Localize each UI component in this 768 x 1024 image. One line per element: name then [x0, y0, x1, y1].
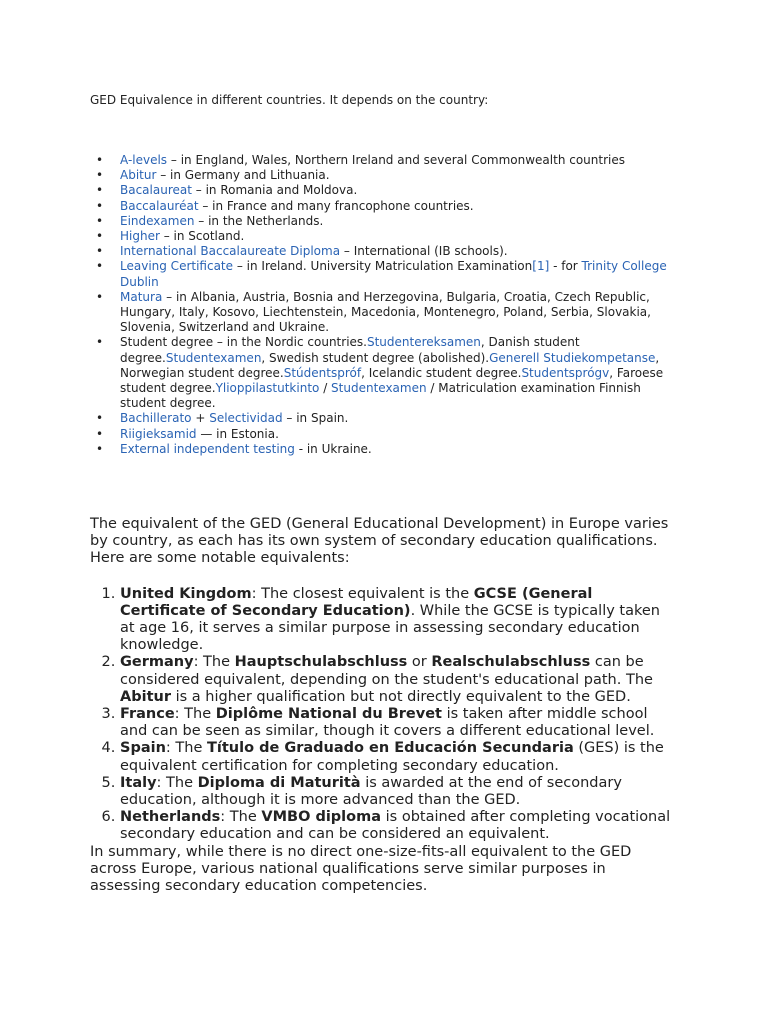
- equivalents-numbered-list: [90, 586, 675, 844]
- link-studentsprogv[interactable]: Studentsprógv: [521, 365, 610, 380]
- link-riigieksamid[interactable]: Riigieksamid: [120, 426, 197, 441]
- country-name: Netherlands: [120, 809, 221, 826]
- link-abitur[interactable]: Abitur: [120, 168, 157, 183]
- list-item-text: , Faroese student degree.: [120, 365, 664, 396]
- list-item-text: – in Germany and Lithuania.: [156, 168, 330, 183]
- qualification-name: Diplôme National du Brevet: [215, 706, 442, 723]
- country-name: Italy: [120, 774, 157, 791]
- country-equivalence-list: [90, 153, 690, 457]
- list-item: [120, 244, 690, 259]
- qualification-name: Realschulabschluss: [431, 654, 591, 671]
- list-item-text: /: [319, 381, 332, 396]
- list-item: [120, 290, 690, 336]
- link-higher[interactable]: Higher: [120, 229, 160, 244]
- section-intro-paragraph: The equivalent of the GED (General Educational Development) in Europe varies by country, as each has its own system of secondary education qualifications. Here are some notable equivalents:: [90, 516, 669, 567]
- list-item-text: : The: [193, 654, 235, 671]
- list-item: [120, 706, 675, 740]
- list-item-text: , Icelandic student degree.: [361, 365, 522, 380]
- link-external-independent-testing[interactable]: External independent testing: [120, 441, 295, 456]
- list-item: [120, 214, 690, 229]
- list-item-text: is taken after middle school and can be seen as similar, though it covers a different educational level.: [120, 706, 655, 740]
- link-ib-diploma[interactable]: International Baccalaureate Diploma: [120, 244, 341, 259]
- list-item-text: : The: [174, 706, 216, 723]
- list-item: [120, 259, 690, 289]
- list-item-text: - in Ukraine.: [294, 441, 372, 456]
- list-item-text: . While the GCSE is typically taken at age 16, it serves a similar purpose in assessing secondary education knowledge.: [120, 602, 660, 654]
- list-item-text: – in Ireland. University Matriculation Examination: [233, 259, 533, 274]
- list-item-text: : The: [220, 809, 262, 826]
- link-studentexamen[interactable]: Studentexamen: [165, 350, 262, 365]
- list-item-text: – in England, Wales, Northern Ireland and several Commonwealth countries: [167, 153, 626, 167]
- list-item-text: – in Romania and Moldova.: [191, 183, 358, 198]
- list-item: [120, 775, 675, 809]
- link-ylioppilastutkinto[interactable]: Ylioppilastutkinto: [215, 381, 320, 396]
- link-studentereksamen[interactable]: Studentereksamen: [366, 335, 481, 350]
- conclusion-paragraph: In summary, while there is no direct one-size-fits-all equivalent to the GED across Europe, various national qualifications serve similar purposes in assessing secondary education competencies.: [90, 843, 632, 895]
- link-studentexamen-finland[interactable]: Studentexamen: [331, 381, 427, 396]
- list-item-text: / Matriculation examination Finnish student degree.: [120, 381, 641, 411]
- qualification-name: Hauptschulabschluss: [234, 654, 408, 671]
- qualification-name: VMBO diploma: [261, 809, 382, 826]
- country-name: Germany: [120, 654, 194, 671]
- link-baccalaureat[interactable]: Baccalauréat: [120, 198, 199, 213]
- list-item: [120, 809, 675, 843]
- qualification-name: Abitur: [120, 688, 171, 705]
- list-item-text: , Danish student degree.: [120, 335, 580, 365]
- list-item-text: – in Spain.: [282, 411, 349, 426]
- list-item: [120, 654, 675, 706]
- qualification-name: Diploma di Maturità: [197, 774, 361, 791]
- list-item-text: is awarded at the end of secondary education, although it is more advanced than the GED.: [120, 774, 622, 809]
- link-eindexamen[interactable]: Eindexamen: [120, 213, 195, 228]
- list-item-text: , Norwegian student degree.: [120, 350, 660, 380]
- link-studentsprof[interactable]: Stúdentspróf: [283, 365, 362, 380]
- link-trinity-college-dublin[interactable]: Trinity College Dublin: [120, 259, 667, 289]
- list-item-text: – in Scotland.: [159, 229, 245, 244]
- list-item-text: (GES) is the equivalent certification for completing secondary education.: [120, 740, 664, 774]
- list-item: [120, 740, 675, 774]
- country-name: United Kingdom: [120, 585, 252, 602]
- list-item: [120, 153, 690, 168]
- list-item: [120, 168, 690, 183]
- link-a-levels[interactable]: A-levels: [120, 153, 168, 167]
- qualification-name: GCSE (General Certificate of Secondary Education): [120, 585, 593, 619]
- list-item-text: – in France and many francophone countries.: [198, 198, 474, 213]
- list-item: [120, 427, 690, 442]
- list-item-text: , Swedish student degree (abolished).: [261, 350, 490, 365]
- link-matura[interactable]: Matura: [120, 289, 163, 304]
- list-item-text: : The closest equivalent is the: [251, 585, 474, 602]
- list-item-text: — in Estonia.: [196, 426, 279, 441]
- list-item: [120, 586, 675, 655]
- list-item-text: can be considered equivalent, depending on the student's educational path. The: [120, 654, 653, 688]
- list-item-text: – International (IB schools).: [340, 244, 508, 259]
- list-item: [120, 335, 690, 411]
- link-bachillerato[interactable]: Bachillerato: [120, 411, 192, 426]
- list-item-text: - for: [549, 259, 582, 274]
- list-item: [120, 199, 690, 214]
- country-name: Spain: [120, 740, 166, 757]
- list-item-text: is obtained after completing vocational secondary education and can be considered an equivalent.: [120, 809, 671, 843]
- europe-equivalents-section: [90, 516, 675, 895]
- qualification-name: Título de Graduado en Educación Secundaria: [206, 740, 574, 757]
- link-generell-studiekompetanse[interactable]: Generell Studiekompetanse: [489, 350, 656, 365]
- list-item: [120, 183, 690, 198]
- list-item-text: – in Albania, Austria, Bosnia and Herzegovina, Bulgaria, Croatia, Czech Republic, Hungary, Italy, Kosovo, Liechtenstein, Macedonia, Montenegro, Poland, Serbia, Slovakia, Slovenia, Switzerland and Ukraine.: [120, 289, 651, 335]
- link-leaving-certificate[interactable]: Leaving Certificate: [120, 259, 234, 274]
- list-item-text: is a higher qualification but not directly equivalent to the GED.: [170, 688, 631, 705]
- reference-link[interactable]: [1]: [532, 259, 550, 274]
- list-item-text: – in the Netherlands.: [194, 213, 324, 228]
- link-bacalaureat[interactable]: Bacalaureat: [120, 183, 192, 198]
- list-item: [120, 229, 690, 244]
- list-item-text: or: [407, 654, 432, 671]
- list-item-text: : The: [165, 740, 207, 757]
- intro-text: GED Equivalence in different countries. It depends on the country:: [90, 93, 489, 107]
- link-selectividad[interactable]: Selectividad: [209, 411, 283, 426]
- list-item-text: : The: [156, 774, 198, 791]
- country-name: France: [120, 706, 175, 723]
- list-item-text: +: [191, 411, 210, 426]
- list-item-text: Student degree – in the Nordic countries.: [120, 335, 367, 350]
- list-item: [120, 411, 690, 426]
- list-item: [120, 442, 690, 457]
